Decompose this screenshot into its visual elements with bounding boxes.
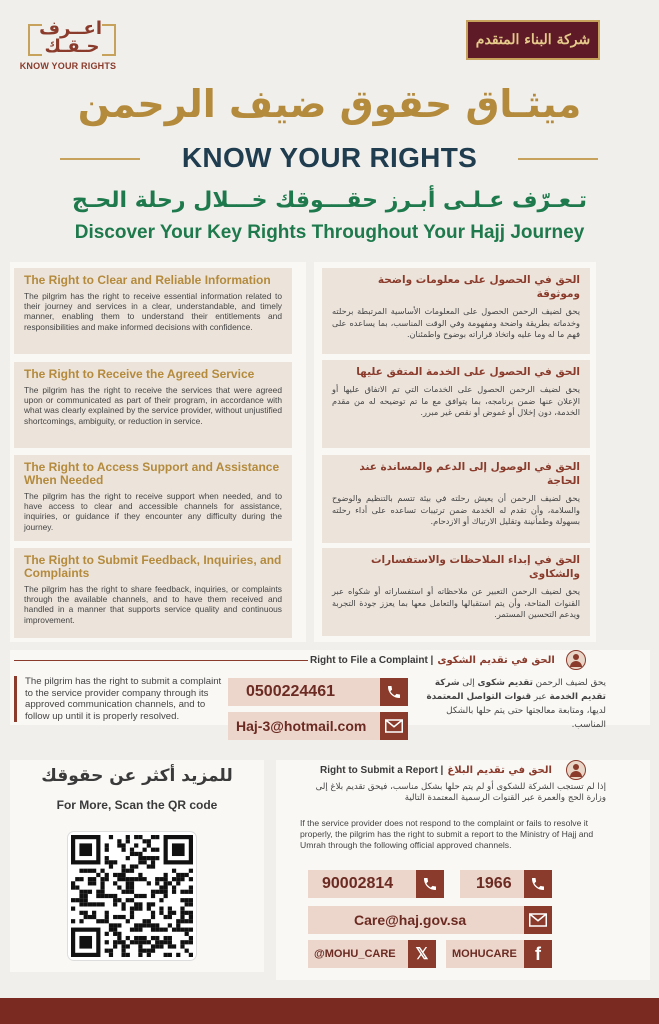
page-title-arabic: ميثـاق حقوق ضيف الرحمن — [77, 82, 582, 126]
right-title-ar: الحق في إبداء الملاحظات والاستفسارات والشكاوى — [370, 554, 580, 580]
report-x-handle[interactable]: @MOHU_CARE — [314, 948, 396, 960]
qr-section — [10, 760, 264, 972]
complaint-heading-en: Right to File a Complaint | — [310, 654, 434, 666]
subtitle-arabic: تـعـرّف عـلـى أبـرز حقـــوقك خـــلال رحلة الحـج — [72, 188, 587, 213]
logo-left-english: KNOW YOUR RIGHTS — [19, 61, 117, 71]
logo-left-arabic: اعــرف حـقـك — [39, 18, 102, 57]
report-body-ar: إذا لم تستجب الشركة للشكوى أو لم يتم حلها بشكل مناسب، فيحق تقديم بلاغ إلى وزارة الحج والعمرة عبر القنوات الرسمية المعتمدة التالية — [315, 782, 606, 803]
complaint-body-ar-part: لديها، ومتابعة معالجتها حتى يتم حلها بالشكل المناسب. — [446, 706, 606, 730]
complaint-section — [10, 650, 650, 734]
right-title-ar: الحق في الحصول على معلومات واضحة وموثوقة — [377, 274, 580, 300]
complaint-body-ar-bold: شركة تقديم الخدمة — [434, 678, 606, 702]
person-icon — [566, 650, 586, 670]
right-body: The pilgrim has the right to share feedback, inquiries, or complaints through the available channels, and to have them received and handled in a manner that supports service quality and continuous improvement. — [24, 584, 282, 625]
person-icon — [566, 760, 586, 780]
qr-code[interactable] — [68, 832, 196, 960]
report-fb-handle[interactable]: MOHUCARE — [452, 948, 517, 960]
right-card-ar-1 — [322, 268, 590, 354]
complaint-head-rule — [14, 660, 308, 661]
right-card-ar-3 — [322, 455, 590, 543]
complaint-phone[interactable]: 0500224461 — [246, 683, 335, 700]
phone-icon — [380, 678, 408, 706]
right-card-en-4 — [14, 548, 292, 638]
report-email[interactable]: Care@haj.gov.sa — [354, 912, 467, 928]
facebook-icon: f — [524, 940, 552, 968]
page-title-english: KNOW YOUR RIGHTS — [181, 142, 478, 173]
right-card-ar-4 — [322, 548, 590, 636]
qr-title-ar: للمزيد أكثر عن حقوقك — [41, 766, 233, 786]
report-section — [276, 760, 650, 980]
right-card-ar-2 — [322, 360, 590, 448]
right-title: The Right to Submit Feedback, Inquiries, and Complaints — [24, 553, 282, 580]
report-heading-en: Right to Submit a Report | — [320, 764, 444, 776]
right-body-ar: يحق لضيف الرحمن التعبير عن ملاحظاته أو استفساراته أو شكواه عبر القنوات المتاحة، وأن يتم استقبالها والتعامل معها بما يعزز جودة التجربة ويدعم التحسين المستمر. — [332, 586, 580, 619]
right-body-ar: يحق لضيف الرحمن الحصول على الخدمات التي تم الاتفاق عليها أو الإعلان عنها ضمن برنامجه، بما يتوافق مع ما تم توضيحه له من مقدم الخدمة، دون إخلال أو غموض أو نقص غير مبرر. — [332, 384, 580, 417]
right-card-en-1 — [14, 268, 292, 354]
complaint-heading-ar: الحق في تقديم الشكوى — [437, 654, 555, 666]
report-email-pill[interactable] — [308, 906, 552, 934]
complaint-heading — [310, 650, 610, 670]
complaint-body-en: The pilgrim has the right to submit a complaint to the service provider company through its approved communication channels, and to follow up until it is properly resolved. — [14, 676, 222, 722]
phone-icon — [524, 870, 552, 898]
right-title-ar: الحق في الحصول على الخدمة المتفق عليها — [356, 366, 580, 378]
footer-bar — [0, 998, 659, 1024]
email-icon — [380, 712, 408, 740]
right-body-ar: يحق لضيف الرحمن أن يعيش رحلته في بيئة تتسم بالتنظيم والوضوح والسلامة، وأن تقدم له الخدمة ضمن ترتيبات تساعده على أداء رحلته بسهولة وطمأنينة وتقليل الارتباك أو الازدحام. — [332, 493, 580, 526]
report-heading-ar: الحق في تقديم البلاغ — [447, 764, 552, 776]
qr-code-image — [71, 835, 193, 957]
company-logo-text: شركة البناء المتقدم — [475, 32, 591, 48]
phone-icon — [416, 870, 444, 898]
right-card-en-3 — [14, 455, 292, 541]
complaint-body-ar-part: إلى — [459, 678, 478, 688]
qr-title-en: For More, Scan the QR code — [56, 798, 218, 812]
company-logo — [466, 20, 600, 60]
complaint-body-ar-part: عبر — [531, 692, 550, 702]
report-phone-2[interactable]: 1966 — [476, 875, 512, 892]
complaint-email[interactable]: Haj-3@hotmail.com — [236, 718, 367, 734]
right-title: The Right to Clear and Reliable Information — [24, 273, 271, 287]
right-title: The Right to Receive the Agreed Service — [24, 367, 255, 381]
right-title-ar: الحق في الوصول إلى الدعم والمساندة عند الحاجة — [359, 461, 580, 487]
right-body: The pilgrim has the right to receive the services that were agreed upon or communicated as part of their program, in accordance with what was clearly explained by the service provider, without unjustified shortcomings, ambiguity, or reduction in service. — [24, 385, 282, 426]
right-body: The pilgrim has the right to receive support when needed, and to have access to clear and accessible channels for assistance, inquiries, or guidance if they encounter any difficulty during the journey. — [24, 491, 282, 532]
logo-bracket-right — [102, 24, 116, 56]
complaint-body-ar-bold: تقديم شكوى — [477, 678, 533, 688]
complaint-body-ar-bold: قنوات التواصل المعتمدة — [426, 692, 532, 702]
subtitle-english: Discover Your Key Rights Throughout Your Hajj Journey — [74, 222, 585, 243]
x-icon: 𝕏 — [408, 940, 436, 968]
report-body-en: If the service provider does not respond to the complaint or fails to resolve it properly, the pilgrim has the right to submit a report to the Ministry of Hajj and Umrah through the following official approved channels. — [300, 818, 594, 850]
complaint-body-ar-part: يحق لضيف الرحمن — [532, 678, 606, 688]
right-body-ar: يحق لضيف الرحمن الحصول على المعلومات الأساسية المرتبطة برحلته وخدماته بطريقة واضحة ومفهومة وفي الوقت المناسب، بما يساعده على فهم ما له وما عليه واتخاذ قراراته بوضوح واطمئنان. — [332, 306, 580, 339]
email-icon — [524, 906, 552, 934]
right-card-en-2 — [14, 362, 292, 448]
right-title: The Right to Access Support and Assistance When Needed — [24, 460, 280, 487]
know-your-rights-logo — [12, 18, 124, 74]
report-phone-1[interactable]: 90002814 — [322, 875, 394, 892]
complaint-body-ar — [416, 676, 606, 732]
right-body: The pilgrim has the right to receive essential information related to their journey and services in a clear, understandable, and timely manner, enabling them to understand their entitlements and responsibilities and make informed decisions with confidence. — [24, 291, 282, 332]
